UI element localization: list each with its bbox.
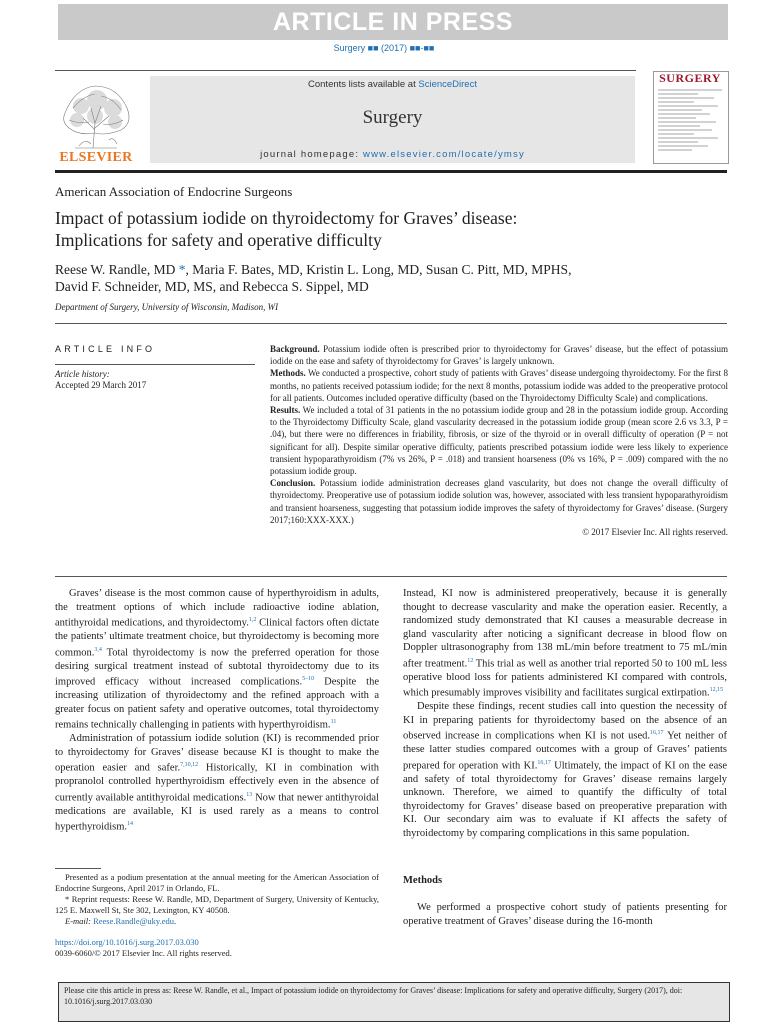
journal-homepage: [150, 149, 635, 160]
footnotes: [55, 872, 379, 927]
reference-link[interactable]: 12,15: [709, 687, 724, 693]
article-info-heading: ARTICLE INFO: [55, 344, 156, 354]
text-run: This trial as well as another trial reported 50 to 100 mL less operative blood loss for patients administered KI compared with controls, which presumably improves visibility and facilitates surgical extirpation.: [403, 658, 727, 699]
footnote-reprint: * Reprint requests: Reese W. Randle, MD, Department of Surgery, University of Kentucky, 125 E. Maxwell St, Ste 302, Lexington, KY 40508.: [55, 894, 379, 915]
email-label: E-mail:: [65, 916, 94, 926]
text-run: Total thyroidectomy is now the preferred operation for those desiring surgical treatment instead of subtotal thyroidectomy due to its improved efficacy without increased complications.: [55, 647, 379, 688]
body-paragraph: [55, 732, 379, 834]
reference-link[interactable]: 16,17: [650, 730, 664, 736]
text-run: Yet neither of these latter studies compared outcomes with a group of Graves’ patients prepared for operation with KI.: [403, 730, 727, 771]
body-column-left: [55, 587, 379, 834]
article-title: [55, 207, 695, 251]
section-association: American Association of Endocrine Surgeons: [55, 184, 293, 199]
reference-link[interactable]: 14: [127, 821, 134, 827]
background-text: Potassium iodide often is prescribed prior to thyroidectomy for Graves’ disease, but the effect of potassium iodide on the ease and safety of thyroidectomy for Graves’ is largely unknown.: [270, 344, 728, 367]
email-end: .: [174, 916, 177, 926]
footnote-email: [55, 916, 379, 927]
background-label: Background.: [270, 344, 320, 354]
history-label: Article history:: [55, 369, 110, 379]
authors-line1a: Reese W. Randle, MD: [55, 262, 179, 277]
sciencedirect-link[interactable]: ScienceDirect: [418, 79, 477, 90]
methods-label: Methods.: [270, 368, 306, 379]
body-paragraph: [55, 587, 379, 732]
results-text: We included a total of 31 patients in the no potassium iodide group and 28 in the potassium iodide group. According to the Thyroidectomy Difficulty Scale, gland vascularity decreased in the potassium iodide group (mean score 2.6 vs 3.3, P = .04), but there were no differences in friability, fibrosis, or size of the thyroid or in overall difficulty of operation (P = not significant for all). Despite similar operative difficulty, patients prescribed potassium iodide were less likely to experience transient hypoparathyroidism (7% vs 26%, P = .018) and transient hoarseness (0% vs 16%, P = .009) compared with the no potassium iodide group.: [270, 405, 728, 477]
authors-line2: David F. Schneider, MD, MS, and Rebecca S. Sippel, MD: [55, 279, 369, 294]
reference-link[interactable]: 3,4: [94, 646, 102, 653]
abstract-conclusion: [270, 477, 728, 526]
abstract-background: [270, 343, 728, 367]
text-run: Clinical factors often dictate the patients’ ultimate treatment choice, but thyroidectomy is becoming more common.: [55, 617, 379, 658]
corresponding-author-link[interactable]: *: [178, 262, 186, 277]
reference-link[interactable]: 7,10,12: [180, 762, 199, 768]
article-in-press-banner: ARTICLE IN PRESS: [58, 4, 728, 40]
reference-link[interactable]: 5–10: [302, 676, 315, 682]
text-run: Despite these findings, recent studies call into question the necessity of KI in preparing patients for thyroidectomy based on the absence of an observed increase in complications when KI is not used.: [403, 701, 727, 742]
email-link[interactable]: Reese.Randle@uky.edu: [93, 916, 175, 926]
divider-top: [55, 323, 727, 324]
text-run: Now that newer antithyroidal medications are available, KI is used rarely as a means to control hyperthyroidism.: [55, 792, 379, 833]
header-thick-rule: [55, 170, 727, 173]
article-title-line1: Impact of potassium iodide on thyroidectomy for Graves’ disease:: [55, 208, 518, 228]
journal-name: Surgery: [362, 107, 423, 128]
contents-prefix: Contents lists available at: [308, 79, 419, 90]
author-list: [55, 261, 695, 295]
reference-link[interactable]: 13: [246, 791, 253, 798]
abstract-methods: [270, 367, 728, 404]
results-label: Results.: [270, 405, 301, 416]
article-title-line2: Implications for safety and operative difficulty: [55, 230, 382, 250]
text-run: Administration of potassium iodide solution (KI) is recommended prior to thyroidectomy for Graves’ disease because KI is thought to make the operation easier and safer.: [55, 733, 379, 774]
header-rule: [55, 70, 636, 71]
reference-link[interactable]: 16,17: [537, 759, 551, 766]
conclusion-text: Potassium iodide administration decreases gland vascularity, but does not change the overall difficulty of thyroidectomy. Preoperative use of potassium iodide solution was, however, associated with less transient hypoparathyroidism and transient hoarseness, suggesting that potassium iodide improves the safety of thyroidectomy for Graves’ disease. (Surgery 2017;160:XXX-XXX.): [270, 478, 728, 525]
affiliation: Department of Surgery, University of Wisconsin, Madison, WI: [55, 302, 279, 312]
reference-link[interactable]: 11: [330, 719, 337, 725]
footnote-rule: [55, 868, 101, 869]
abstract-copyright: © 2017 Elsevier Inc. All rights reserved.: [582, 527, 728, 538]
article-history: [55, 369, 146, 391]
journal-citation-header[interactable]: Surgery ■■ (2017) ■■-■■: [333, 43, 435, 53]
doi-link[interactable]: https://doi.org/10.1016/j.surg.2017.03.030: [55, 937, 199, 947]
divider-abstract: [55, 576, 727, 577]
body-paragraph: We performed a prospective cohort study of patients presenting for operative treatment of Graves’ disease during the 16-month: [403, 902, 727, 927]
text-run: Graves’ disease is the most common cause of hyperthyroidism in adults, the treatment options of which include radioactive iodine ablation, antithyroidal medications, and thyroidectomy.: [55, 588, 379, 629]
text-run: Despite the increasing utilization of thyroidectomy and the refined approach with a greater focus on patient safety and operative outcomes, total thyroidectomy remains technically challenging in patients with hyperthyroidism.: [55, 676, 380, 731]
cite-box-text: Please cite this article in press as: Reese W. Randle, et al., Impact of potassium iodide on thyroidectomy for Graves’ disease: Implications for safety and operative difficulty, Surgery (2017), doi: 10.1016/j.surg.2017.03.030: [64, 986, 683, 1006]
accepted-date: Accepted 29 March 2017: [55, 380, 147, 390]
text-run: Ultimately, the impact of KI on the ease and safety of total thyroidectomy for Graves’ disease remains largely unknown. Therefore, we aimed to quantify the difficulty of total thyroidectomy for Graves’ disease based on preoperative preparation with KI. Our secondary aim was to evaluate if KI affects the safety of thyroidectomy by comparing complications in this same population.: [403, 760, 727, 839]
body-paragraph: [403, 700, 727, 840]
reference-link[interactable]: 12: [467, 657, 474, 664]
body-paragraph: [403, 587, 727, 700]
text-run: Instead, KI now is administered preoperatively, because it is generally thought to decrease vascularity and make the operation easier. Recently, a randomized study demonstrated that KI causes a measurable decrease in gland vascularity after noticing a significant decrease in blood flow on Doppler ultrasonography from 138 mL/min before treatment to 75 mL/min after treatment.: [403, 588, 727, 669]
authors-line1b: , Maria F. Bates, MD, Kristin L. Long, MD, Susan C. Pitt, MD, MPHS,: [185, 262, 572, 277]
reference-link[interactable]: 1,2: [248, 617, 257, 623]
publisher-name: ELSEVIER: [59, 150, 133, 165]
homepage-link[interactable]: www.elsevier.com/locate/ymsy: [363, 149, 525, 160]
issn-copyright: 0039-6060/© 2017 Elsevier Inc. All rights reserved.: [55, 948, 232, 958]
methods-text: We conducted a prospective, cohort study of patients with Graves’ disease undergoing thyroidectomy. For the first 8 months, no patients received potassium iodide; for the next 8 months, potassium iodide was added to the preoperative protocol for all patients. Outcomes included operative difficulty (based on the Thyroidectomy Difficulty Scale) and complications.: [270, 368, 728, 403]
cover-contents-lines: [658, 88, 722, 160]
footnote-presented: Presented as a podium presentation at the annual meeting for the American Association of Endocrine Surgeons, April 2017 in Orlando, FL.: [55, 872, 379, 893]
body-column-right: [403, 587, 727, 840]
cover-title: SURGERY: [659, 71, 721, 85]
contents-line: [150, 79, 635, 90]
abstract: [270, 343, 728, 538]
methods-paragraph: [403, 901, 727, 928]
article-info-rule: [55, 364, 255, 365]
abstract-results: [270, 404, 728, 477]
homepage-prefix: journal homepage:: [260, 149, 364, 160]
conclusion-label: Conclusion.: [270, 478, 316, 489]
text-run: Historically, KI in combination with propranolol controlled hyperthyroidism effectively even in the absence of currently available antithyroidal medications.: [55, 762, 379, 803]
methods-heading: Methods: [403, 875, 443, 886]
